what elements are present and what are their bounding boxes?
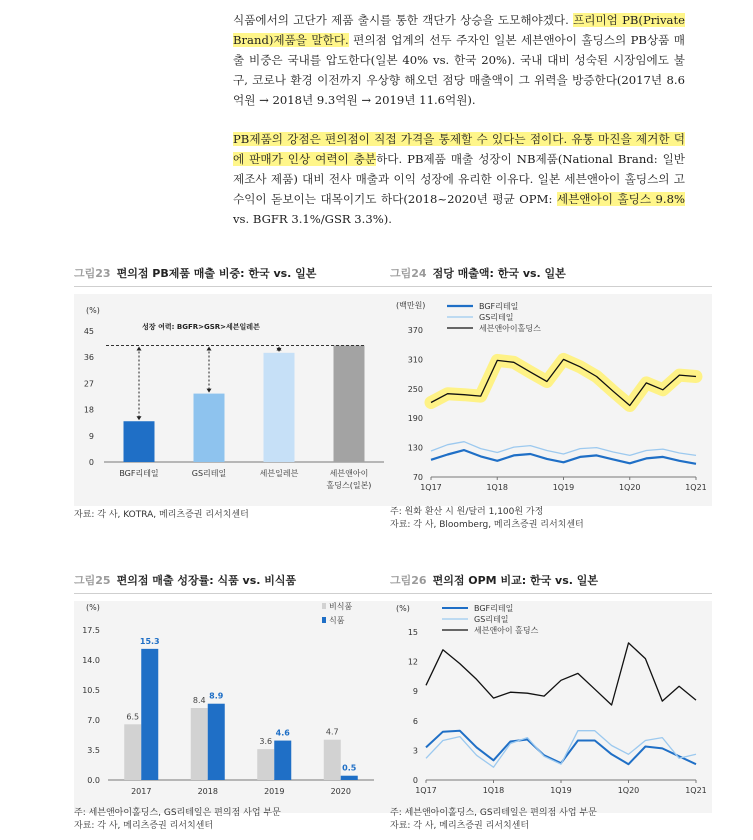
x-tick-label: 세븐일레븐 xyxy=(259,469,299,478)
source-note: 자료: 각 사, KOTRA, 메리츠증권 리서치센터 xyxy=(74,510,249,520)
x-tick-label: BGF리테일 xyxy=(119,469,159,478)
bar-chart-growth xyxy=(74,601,396,813)
gap-arrowhead-up xyxy=(137,347,142,351)
source-note: 자료: 각 사, Bloomberg, 메리츠증권 리서치센터 xyxy=(390,520,584,530)
line-chart-opm xyxy=(390,601,712,813)
y-tick-label: 36 xyxy=(83,353,94,363)
figure-title xyxy=(390,571,712,594)
y-unit-label: (백만원) xyxy=(396,301,426,310)
y-tick-label: 7.0 xyxy=(87,716,100,725)
figure-24 xyxy=(390,264,712,530)
y-tick-label: 9 xyxy=(412,687,418,697)
x-tick-label: 2020 xyxy=(330,787,351,796)
bar-3 xyxy=(264,353,295,462)
figure-23 xyxy=(74,264,396,526)
x-tick-label: 1Q17 xyxy=(420,483,442,492)
data-label: 8.9 xyxy=(209,691,224,701)
highlighted-text: 프리미엄 PB(Private Brand)제품을 말한다. xyxy=(233,13,685,47)
legend-label: 세븐앤아이 홀딩스 xyxy=(474,626,539,635)
bar-식품 xyxy=(274,741,291,780)
bar-chart-pb-share xyxy=(74,294,396,506)
figure-title-text: 점당 매출액: 한국 vs. 일본 xyxy=(432,267,566,280)
series-line-1 xyxy=(426,731,696,765)
figure-title xyxy=(74,571,396,594)
x-tick-label: 1Q19 xyxy=(550,786,572,795)
y-tick-label: 3 xyxy=(412,746,418,756)
chart-area xyxy=(390,601,712,813)
y-tick-label: 18 xyxy=(83,405,94,415)
y-tick-label: 12 xyxy=(407,657,418,667)
data-label: 6.5 xyxy=(126,712,140,722)
y-tick-label: 0 xyxy=(88,458,94,467)
y-tick-label: 250 xyxy=(407,384,423,394)
highlighted-text: 세븐앤아이 홀딩스 9.8% xyxy=(556,192,685,206)
chart-area xyxy=(390,294,712,506)
chart-area xyxy=(74,601,396,813)
bar-2 xyxy=(194,394,225,462)
y-tick-label: 0.0 xyxy=(87,776,100,785)
legend-label: BGF리테일 xyxy=(474,604,514,613)
body-paragraph-1 xyxy=(233,10,685,110)
bar-식품 xyxy=(208,704,225,780)
paragraph-text: 식품에서의 고단가 제품 출시를 통한 객단가 상승을 도모해야겠다. xyxy=(233,13,574,27)
data-label: 15.3 xyxy=(139,636,160,646)
x-tick-label: 2017 xyxy=(131,787,152,796)
figure-title xyxy=(74,264,396,287)
x-tick-label: 1Q21 xyxy=(685,786,707,795)
highlight-marker xyxy=(431,359,696,405)
source-note: 자료: 각 사, 메리츠증권 리서치센터 xyxy=(390,821,530,831)
figure-25 xyxy=(74,571,396,833)
y-tick-label: 17.5 xyxy=(82,626,100,635)
bar-4 xyxy=(334,346,365,462)
y-tick-label: 14.0 xyxy=(82,656,100,665)
bar-비식품 xyxy=(191,708,208,780)
data-label: 3.6 xyxy=(259,737,273,747)
data-label: 8.4 xyxy=(192,696,206,705)
x-tick-label: 1Q18 xyxy=(482,786,505,795)
y-unit-label: (%) xyxy=(396,604,410,613)
highlighted-text: PB제품의 강점은 편의점이 직접 가격을 통제할 수 있다는 점이다. 유통 마진을 제거한 덕에 판매가 인상 여력이 충분 xyxy=(233,132,685,166)
figure-title-text: 편의점 매출 성장률: 식품 vs. 비식품 xyxy=(116,574,297,587)
footnote: 주: 원화 환산 시 원/달러 1,100원 가정 xyxy=(390,507,544,517)
legend-label: GS리테일 xyxy=(479,313,514,322)
paragraph-text: 하다. PB제품 매출 성장이 NB제품(National Brand: 일반 제조사 제품) 대비 전사 매출과 이익 성장에 유리한 이유다. 일본 세븐앤아이 홀딩스의 고수익이 돋보이는 대목이기도 하다(2018~2020년 평균 OPM: xyxy=(233,152,685,206)
x-tick-label: 2018 xyxy=(197,787,218,796)
paragraph-text: 편의점 업계의 선두 주자인 일본 세븐앤아이 홀딩스의 PB상품 매출 비중은 국내를 압도한다(일본 40% vs. 한국 20%). 국내 대비 성숙된 시장임에도 불구, 코로나 환경 이전까지 우상향 해오던 점당 매출액이 그 위력을 방증한다(2017년 8.6억원 → 2018년 9.3억원 → 2019년 11.6억원). xyxy=(233,33,685,107)
y-unit-label: (%) xyxy=(86,603,100,612)
series-line-1 xyxy=(431,450,696,464)
data-label: 4.6 xyxy=(275,728,290,738)
x-tick-label: 1Q18 xyxy=(486,483,509,492)
footnote: 주: 세븐앤아이홀딩스, GS리테일은 편의점 사업 부문 xyxy=(390,808,597,818)
y-tick-label: 27 xyxy=(83,379,94,389)
bar-비식품 xyxy=(257,749,274,780)
y-tick-label: 15 xyxy=(407,628,418,637)
x-tick-label: 1Q20 xyxy=(618,483,641,492)
y-tick-label: 3.5 xyxy=(87,746,100,755)
y-tick-label: 310 xyxy=(407,355,423,365)
gap-arrowhead-down xyxy=(137,416,142,420)
x-tick-label: 2019 xyxy=(264,787,285,796)
chart-annotation: 성장 여력: BGFR>GSR>세븐일레븐 xyxy=(142,323,260,331)
gap-arrowhead-down xyxy=(207,389,212,393)
bar-식품 xyxy=(141,649,158,780)
data-label: 4.7 xyxy=(325,727,339,737)
y-tick-label: 190 xyxy=(407,414,423,424)
figure-number: 그림26 xyxy=(390,574,427,587)
figure-title xyxy=(390,264,712,287)
figure-title-text: 편의점 OPM 비교: 한국 vs. 일본 xyxy=(432,574,598,587)
legend-label: BGF리테일 xyxy=(479,302,519,311)
chart-area xyxy=(74,294,396,506)
y-tick-label: 6 xyxy=(412,716,418,726)
figure-number: 그림23 xyxy=(74,267,111,280)
series-line-3 xyxy=(426,643,696,705)
bar-1 xyxy=(124,421,155,462)
body-paragraph-2 xyxy=(233,129,685,229)
paragraph-text: vs. BGFR 3.1%/GSR 3.3%). xyxy=(233,212,392,226)
y-tick-label: 10.5 xyxy=(82,686,100,695)
bar-비식품 xyxy=(124,724,141,780)
legend-swatch xyxy=(322,617,326,623)
figure-number: 그림24 xyxy=(390,267,427,280)
legend-swatch xyxy=(322,603,326,609)
x-tick-label: 1Q17 xyxy=(415,786,437,795)
x-tick-label: 세븐앤아이 xyxy=(329,469,369,478)
y-tick-label: 0 xyxy=(412,776,418,785)
x-tick-label: 1Q21 xyxy=(685,483,707,492)
bar-비식품 xyxy=(324,740,341,780)
line-chart-sales-per-store xyxy=(390,294,712,506)
legend-label: 세븐앤아이홀딩스 xyxy=(479,324,541,333)
footnote: 주: 세븐앤아이홀딩스, GS리테일은 편의점 사업 부문 xyxy=(74,808,281,818)
figure-number: 그림25 xyxy=(74,574,111,587)
gap-arrowhead-up xyxy=(207,347,212,351)
x-tick-label: 1Q20 xyxy=(617,786,640,795)
data-label: 0.5 xyxy=(342,763,357,773)
y-tick-label: 45 xyxy=(83,327,94,336)
y-unit-label: (%) xyxy=(86,306,100,315)
bar-식품 xyxy=(341,776,358,780)
x-tick-label: GS리테일 xyxy=(191,469,227,478)
x-tick-label: 홀딩스(일본) xyxy=(326,481,372,490)
figure-title-text: 편의점 PB제품 매출 비중: 한국 vs. 일본 xyxy=(116,267,317,280)
y-tick-label: 370 xyxy=(407,326,423,335)
y-tick-label: 130 xyxy=(407,443,423,453)
legend-label: 식품 xyxy=(329,616,345,625)
figure-26 xyxy=(390,571,712,833)
x-tick-label: 1Q19 xyxy=(552,483,575,492)
y-tick-label: 70 xyxy=(412,473,423,482)
legend-label: GS리테일 xyxy=(474,615,509,624)
legend-label: 비식품 xyxy=(329,602,353,611)
source-note: 자료: 각 사, 메리츠증권 리서치센터 xyxy=(74,821,214,831)
y-tick-label: 9 xyxy=(88,431,94,441)
